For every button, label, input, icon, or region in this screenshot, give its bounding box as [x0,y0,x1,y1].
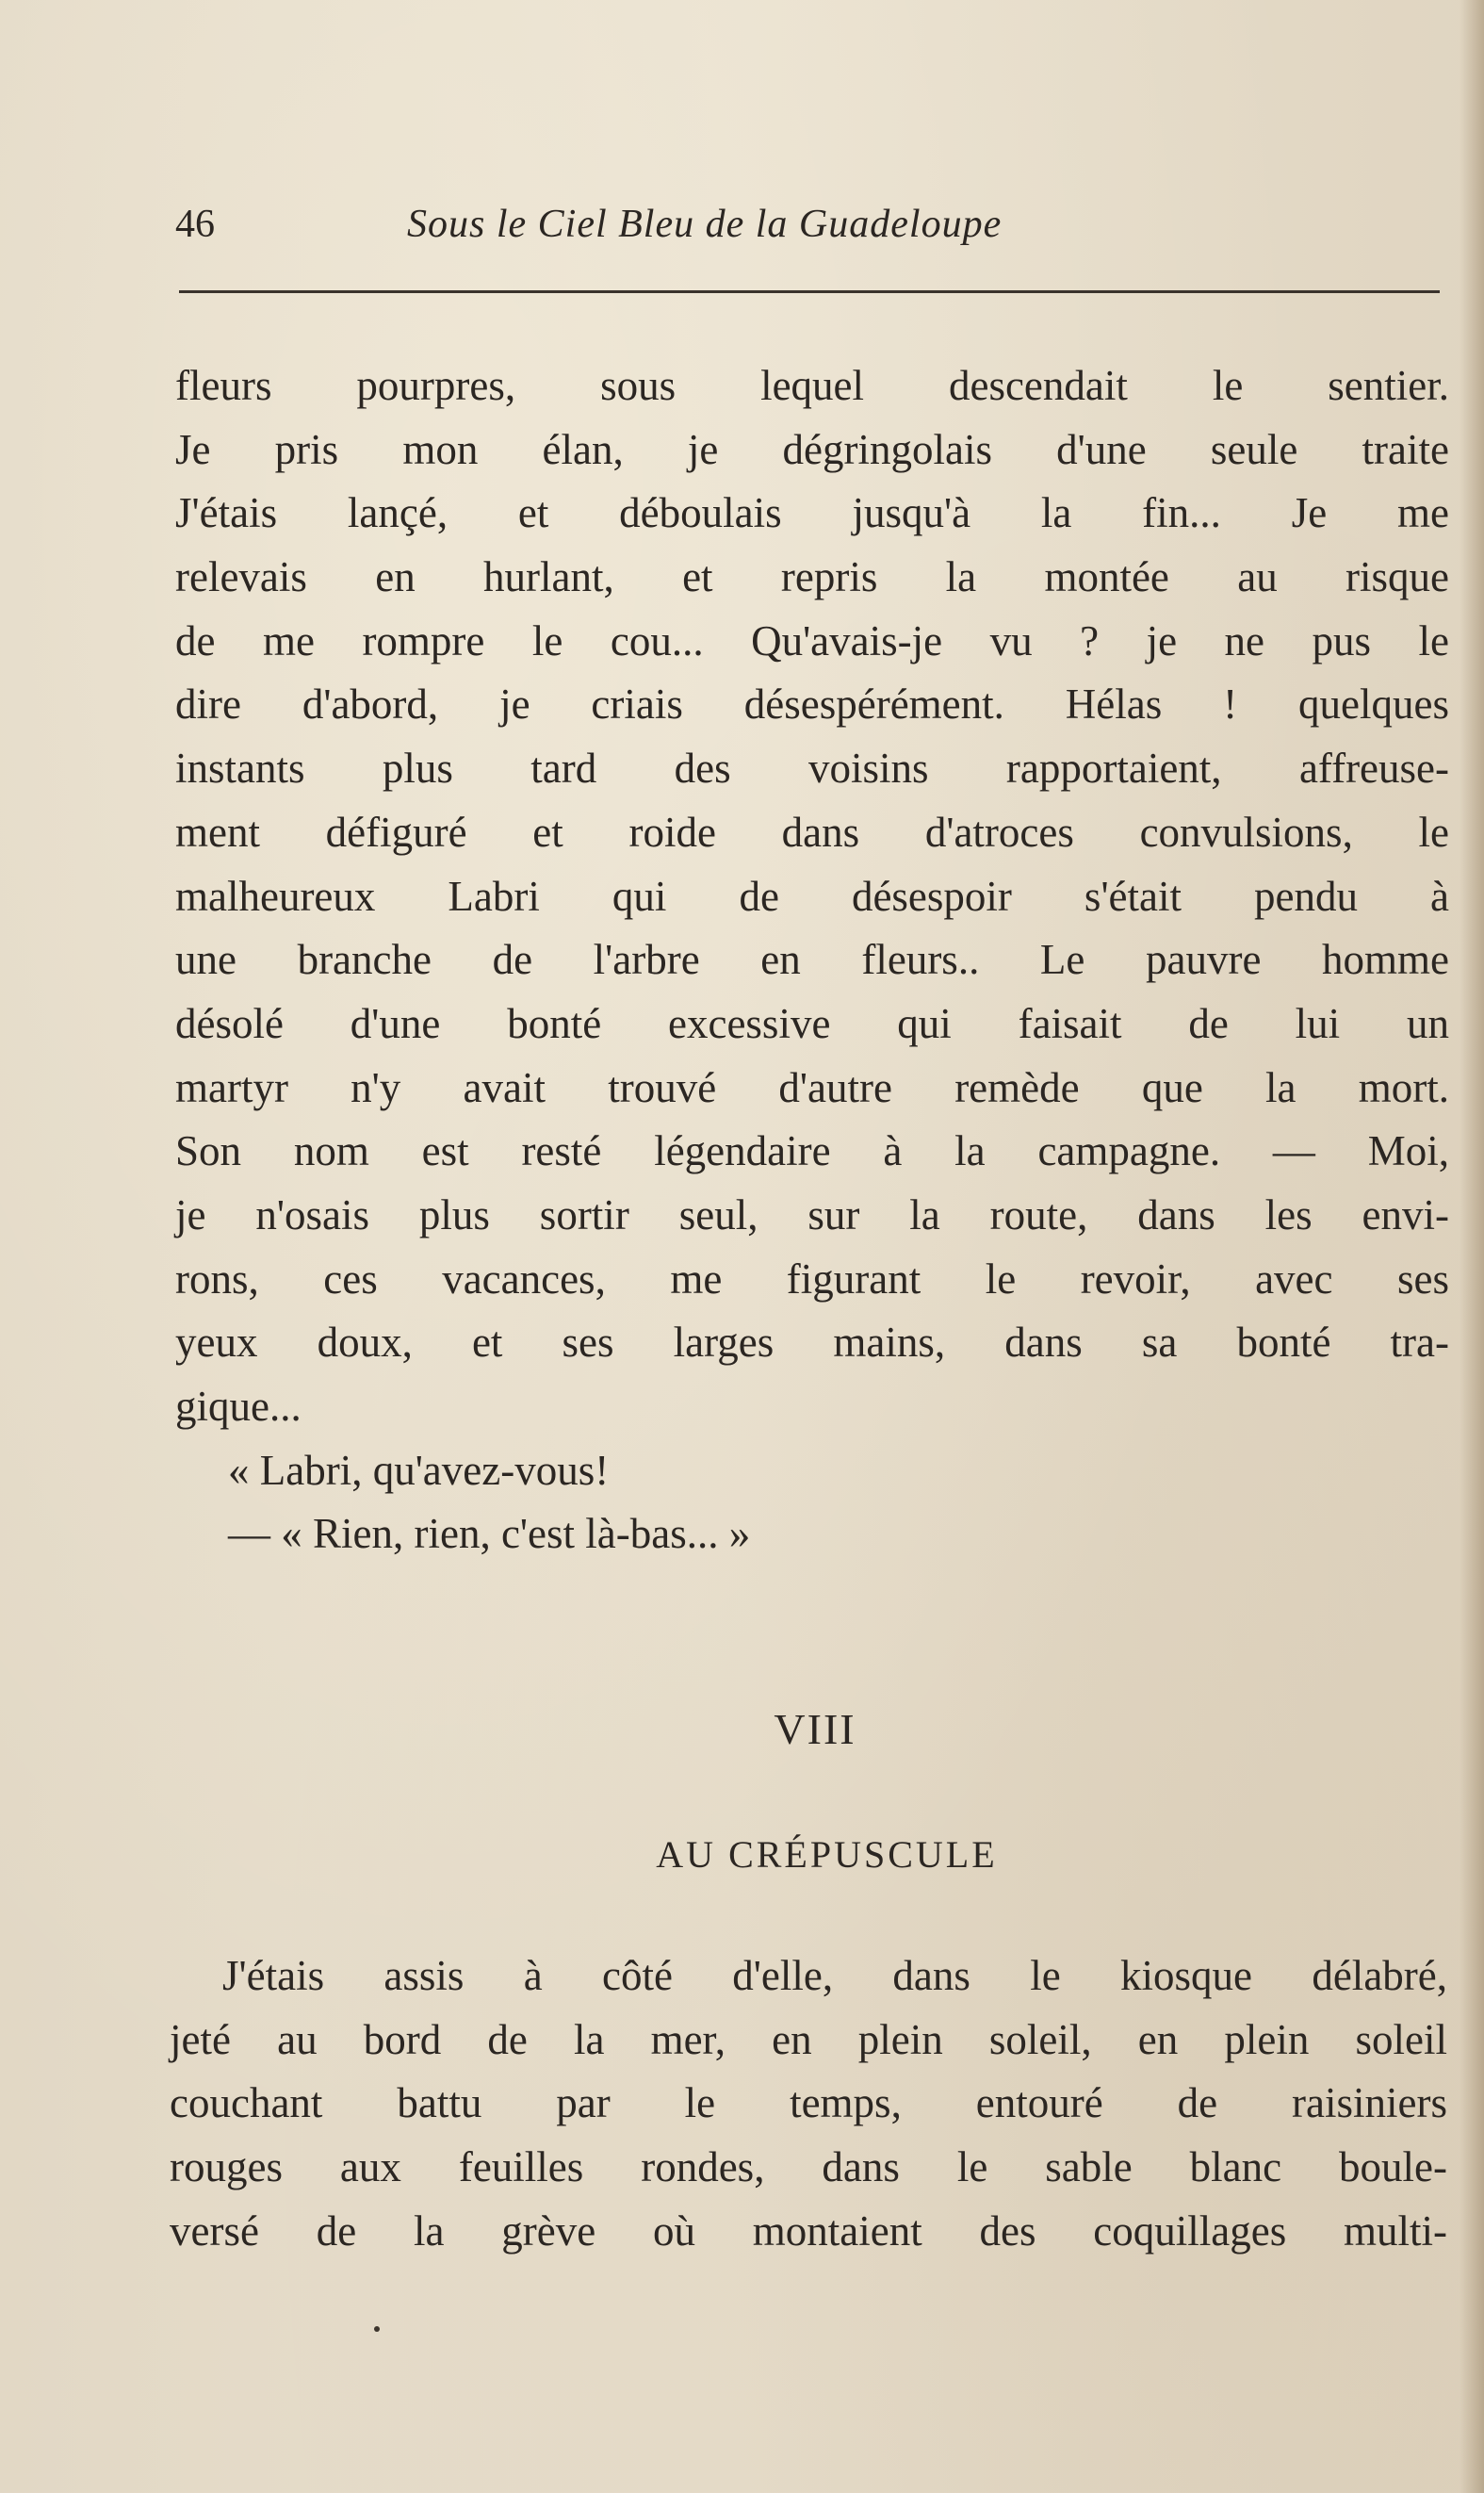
text-line: Son nom est resté légendaire à la campagne. — Moi, [175,1127,1449,1175]
text-line: gique... [175,1383,302,1430]
text-line: dire d'abord, je criais désespérément. Hélas ! quelques [175,681,1449,729]
header-rule [179,290,1440,293]
text-line: rouges aux feuilles rondes, dans le sable blanc boule- [170,2143,1447,2191]
text-line: J'étais assis à côté d'elle, dans le kiosque délabré, [222,1952,1447,1999]
text-line: rons, ces vacances, me figurant le revoir, avec ses [175,1255,1449,1303]
text-line: de me rompre le cou... Qu'avais-je vu ? je ne pus le [175,616,1449,664]
page-edge-shadow [1460,0,1484,2493]
text-line: couchant battu par le temps, entouré de raisiniers [170,2079,1447,2127]
text-line: jeté au bord de la mer, en plein soleil, en plein soleil [170,2015,1447,2063]
text-block-before-chapter [175,354,1449,1566]
chapter-number: VIII [774,1705,856,1753]
text-line: J'étais lançé, et déboulais jusqu'à la fin... Je me [175,489,1449,537]
text-line: versé de la grève où montaient des coquillages multi- [170,2206,1447,2255]
dialogue-line: « Labri, qu'avez-vous! [228,1446,610,1494]
text-line: Je pris mon élan, je dégringolais d'une seule traite [175,425,1449,473]
text-line: fleurs pourpres, sous lequel descendait le sentier. [175,362,1449,409]
text-line: ment défiguré et roide dans d'atroces convulsions, le [175,808,1449,856]
text-line: je n'osais plus sortir seul, sur la route, dans les envi- [175,1190,1449,1238]
text-line: une branche de l'arbre en fleurs.. Le pauvre homme [175,936,1449,984]
text-block-after-chapter [170,1944,1447,2263]
text-line: martyr n'y avait trouvé d'autre remède que la mort. [175,1063,1449,1111]
chapter-title: AU CRÉPUSCULE [656,1833,998,1876]
text-line: instants plus tard des voisins rapportaient, affreuse- [175,745,1449,793]
page-number: 46 [175,203,215,246]
dialogue-line: — « Rien, rien, c'est là-bas... » [228,1510,751,1558]
text-line: relevais en hurlant, et repris la montée au risque [175,553,1449,601]
ink-speck [374,2326,380,2332]
text-line: malheureux Labri qui de désespoir s'était pendu à [175,872,1449,920]
text-line: désolé d'une bonté excessive qui faisait de lui un [175,999,1449,1047]
text-line: yeux doux, et ses larges mains, dans sa bonté tra- [175,1319,1449,1367]
running-head [175,196,1438,253]
book-title: Sous le Ciel Bleu de la Guadeloupe [407,203,1003,246]
